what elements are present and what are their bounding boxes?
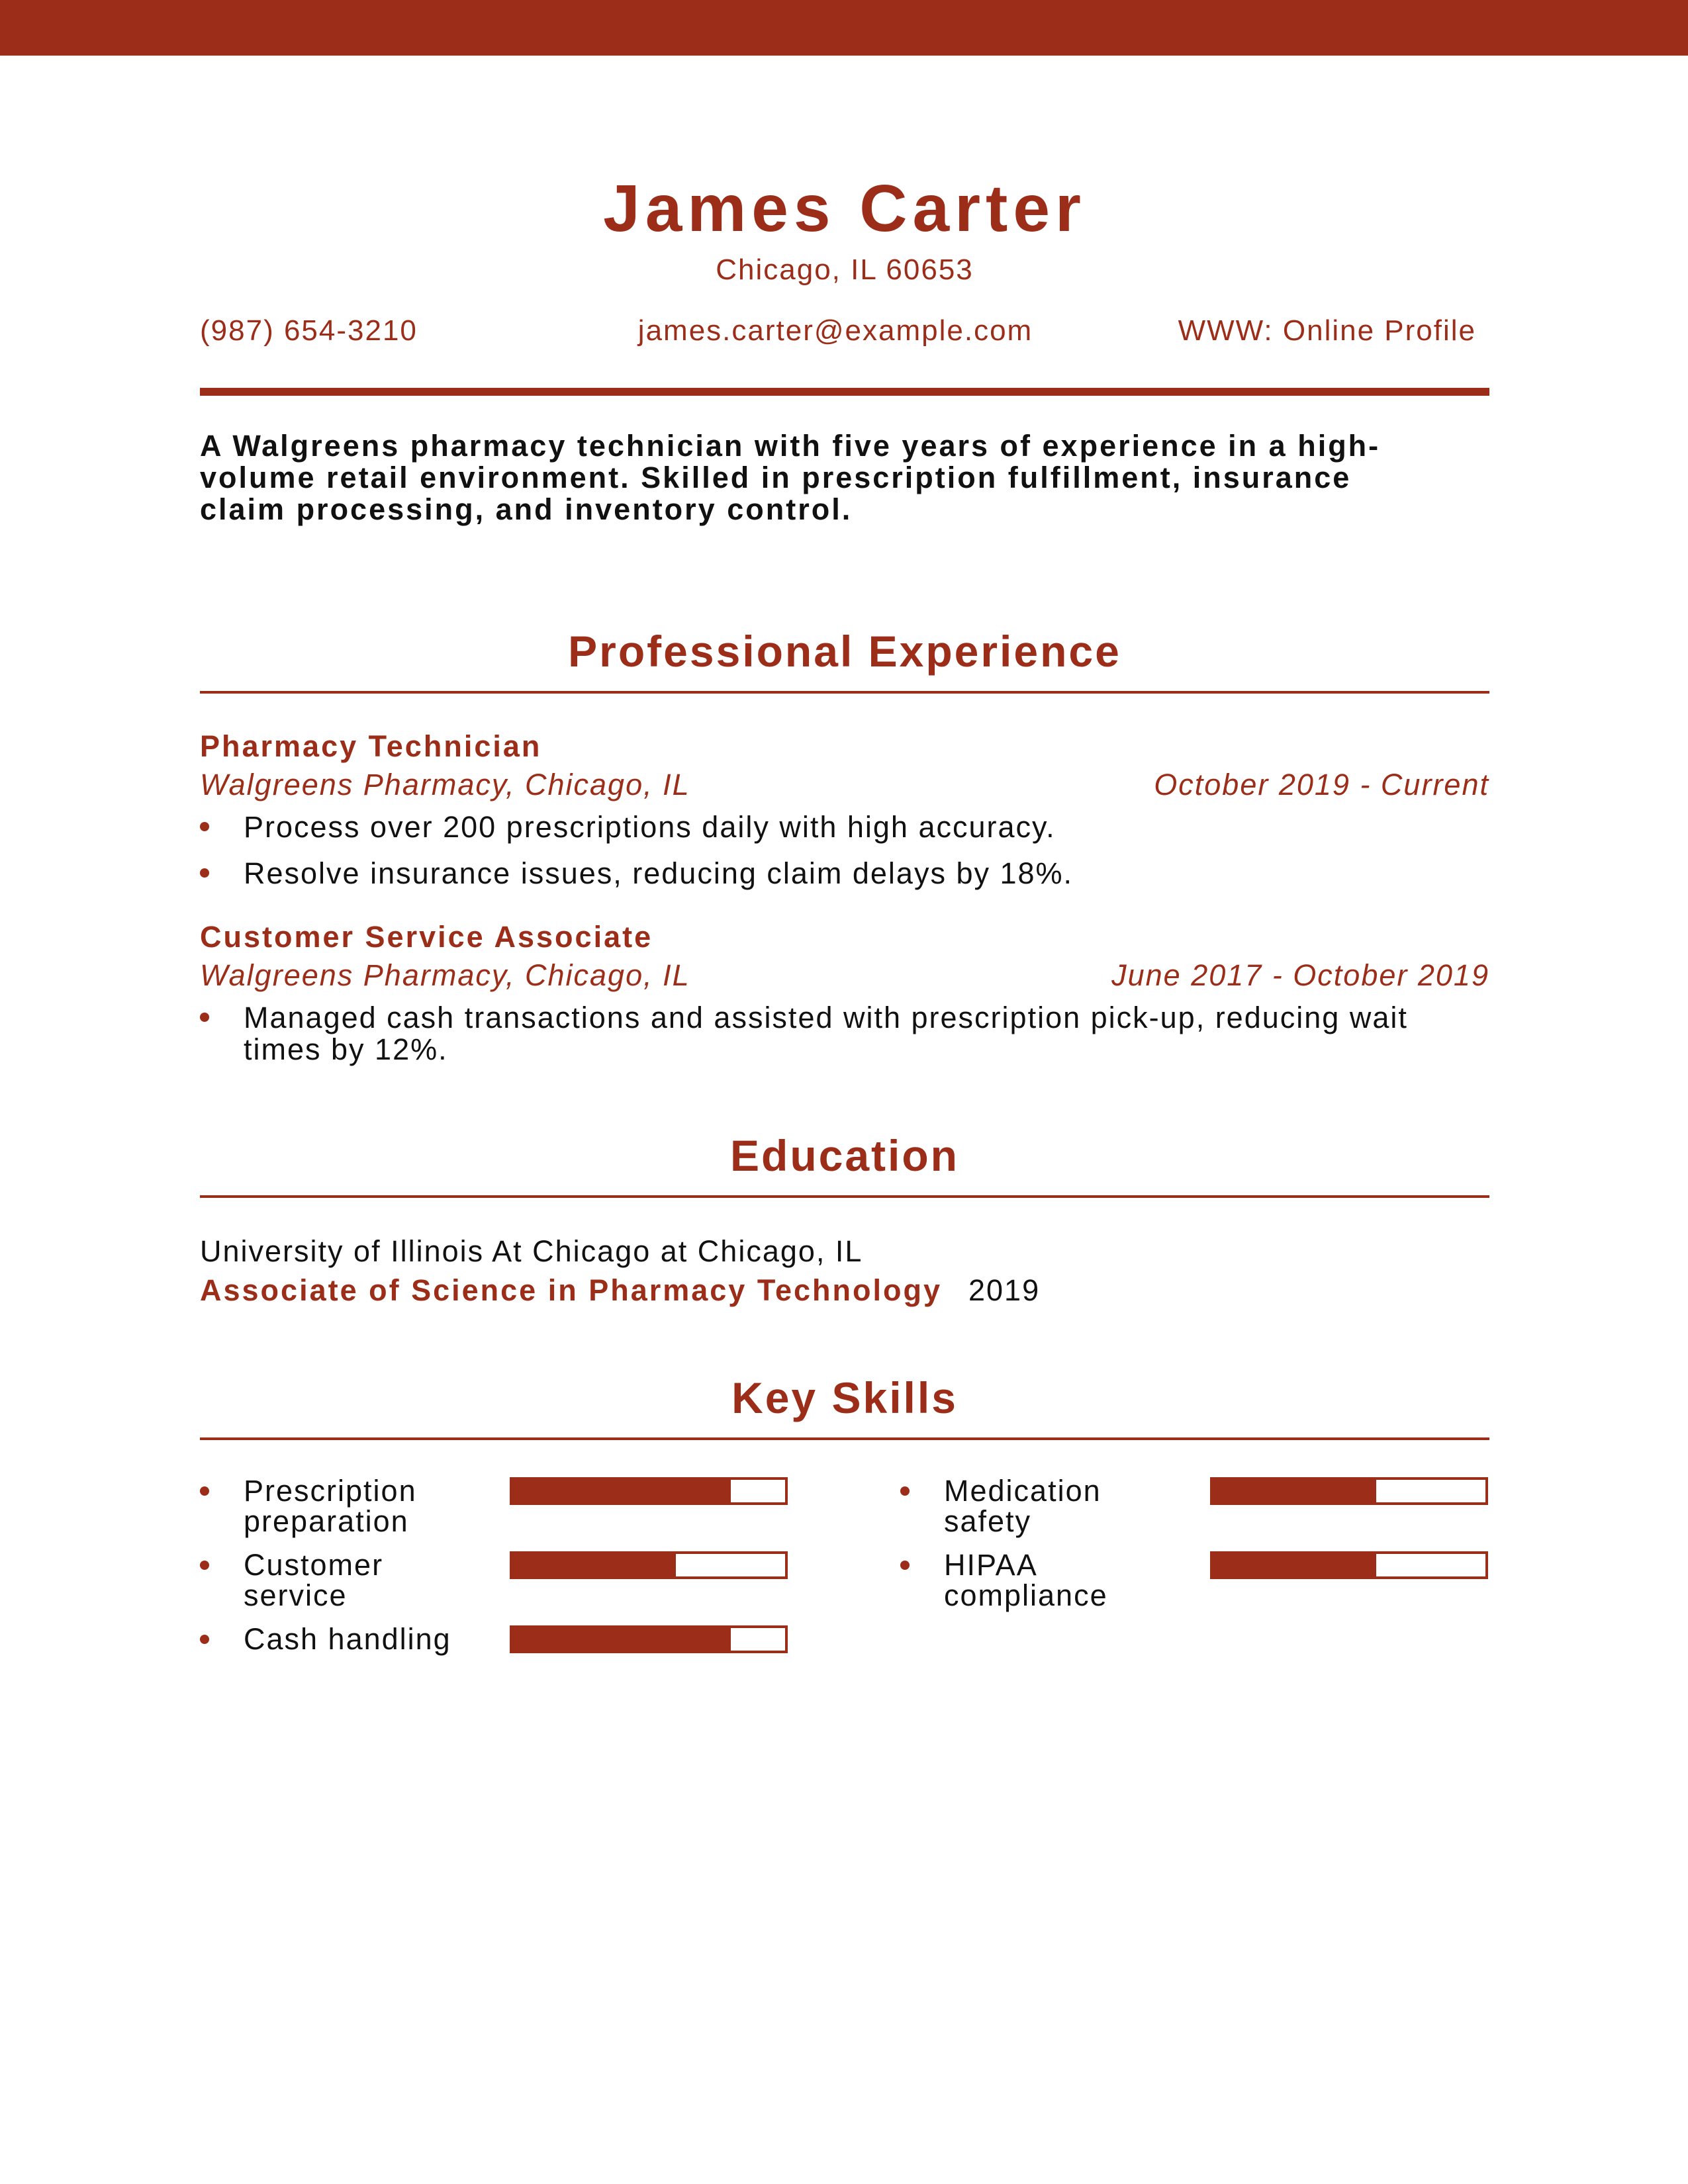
bullet-dot-icon [900,1561,910,1570]
skill-level-fill [1213,1480,1376,1502]
skill-item [200,1476,796,1542]
website-link[interactable]: WWW: Online Profile [1178,314,1476,347]
phone-number: (987) 654-3210 [200,314,418,347]
job-bullets [200,811,1489,889]
skill-level-bar [1210,1477,1488,1505]
job-meta [200,956,1489,995]
skill-level-bar [510,1625,788,1653]
education-heading: Education [729,1131,959,1180]
bullet-dot-icon [900,1486,910,1496]
skill-level-bar [510,1477,788,1505]
candidate-name: James Carter [603,171,1086,246]
job-company: Walgreens Pharmacy, Chicago, IL [200,768,690,801]
skill-name: Customer service [244,1548,384,1612]
job-dates: October 2019 - Current [1154,768,1489,801]
skills-divider [200,1437,1489,1440]
graduation-year: 2019 [968,1273,1041,1307]
skill-level-fill [512,1628,731,1651]
bullet-dot-icon [200,1561,209,1570]
bullet-item: Process over 200 prescriptions daily with high accuracy. [200,811,1481,843]
email-link[interactable]: james.carter@example.com [637,314,1033,347]
candidate-address: Chicago, IL 60653 [716,253,974,286]
skill-item [900,1476,1496,1542]
top-accent-bar [0,0,1688,56]
header-divider [200,388,1489,396]
skills-heading: Key Skills [731,1373,958,1422]
job-meta [200,765,1489,805]
bullet-dot-icon [200,1635,209,1644]
resume-page [200,165,1489,1668]
skill-name: HIPAA compliance [944,1548,1108,1612]
skill-level-bar [1210,1551,1488,1579]
skills-grid [200,1476,1489,1668]
degree-row [200,1271,1489,1310]
education-entry [200,1232,1489,1310]
skill-item [900,1550,1496,1616]
skill-name: Prescription preparation [244,1474,417,1538]
bullet-item: Managed cash transactions and assisted with prescription pick-up, reducing wait times by 12%. [200,1002,1481,1066]
job-entry [200,728,1489,889]
skill-name: Medication safety [944,1474,1102,1538]
contact-row [200,315,1489,388]
job-dates: June 2017 - October 2019 [1111,958,1489,992]
job-title: Customer Service Associate [200,920,653,954]
skill-name: Cash handling [244,1622,451,1656]
school-name: University of Illinois At Chicago at Chicago, IL [200,1234,863,1268]
experience-divider [200,691,1489,694]
skill-level-fill [512,1480,731,1502]
skill-item [200,1550,796,1616]
job-company: Walgreens Pharmacy, Chicago, IL [200,958,690,992]
job-title: Pharmacy Technician [200,729,542,763]
job-bullets [200,1002,1489,1066]
bullet-item: Resolve insurance issues, reducing claim delays by 18%. [200,858,1481,889]
job-entry [200,919,1489,1066]
skill-level-fill [512,1554,676,1576]
skill-item [200,1624,796,1690]
education-divider [200,1195,1489,1198]
skill-level-bar [510,1551,788,1579]
skill-level-fill [1213,1554,1376,1576]
professional-summary: A Walgreens pharmacy technician with five years of experience in a high-volume retail environment. Skilled in prescription fulfillment, insurance claim processing, and inventory control. [200,429,1381,526]
degree-name: Associate of Science in Pharmacy Technology [200,1273,942,1307]
bullet-dot-icon [200,1486,209,1496]
experience-heading: Professional Experience [568,627,1121,676]
